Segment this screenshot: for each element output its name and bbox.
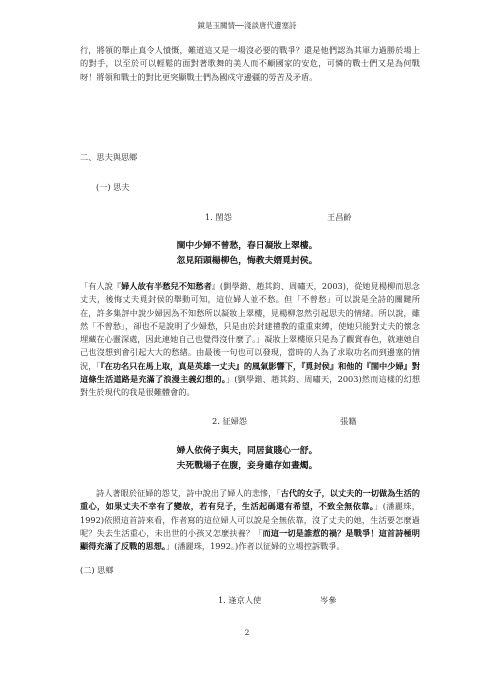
poem-line: 閨中少婦不曾愁，春日凝妝上翠樓。: [176, 241, 318, 251]
text-run: 」(潘麗珠，1992)依照這首詩來看，作者寫的這位婦人可以說是全無依靠，沒了丈夫的她，生活要怎麼過呢？失去生活重心，未出世的小孩又怎麼扶養？「: [80, 501, 420, 538]
commentary-paragraph-zhengfuyuan: [80, 487, 420, 553]
emphasized-quote: 婦人故有半愁兒不知愁者: [121, 281, 212, 291]
subsection-heading-missing-husband: (一) 思夫: [96, 182, 130, 192]
poem-title-guiyuan: 1. 閨怨: [205, 212, 232, 222]
poem-line: 婦人依倚子與夫，同居貧賤心一舒。: [176, 446, 318, 456]
text-run: 』(劉學鍇、趙其鈞、周嘯天，2003)，從她見楊柳而思念丈夫，後悔丈夫覓封侯的舉動可知，這位婦人並不愁。但「不曾愁」可以說是全詩的關鍵所在，許多集評中說少婦因為不知愁所以凝妝上翠樓，見楊柳忽然引起思夫的情緒。所以說，雖然「不曾愁」，卻也不是說明了少婦愁，只是由於封建禮教的重重束縛，使她只能對丈夫的懷念埋藏在心靈深處，因此連她自己也覺得沒什麼了。」凝妝上翠樓原只是為了觀賞春色，就連她自己也沒想到會引起大大的愁緒。由最後一句也可以發現，當時的人為了求取功名而到邊塞的情況，「: [80, 281, 420, 371]
poem-line: 夫死戰場子在腹，妾身雖存如晝燭。: [176, 461, 318, 471]
emphasized-quote: 古代的女子，以丈夫的一切做為生活的重心，如果丈夫不幸有了變故，若有兒子，生活起碼還有希望，不致全無依靠。: [80, 488, 420, 512]
emphasized-quote: 『在功名只在馬上取，真是英雄一丈夫』的風氣影響下，『覓封侯』和他的『閨中少婦』對這條生活道路是充滿了浪漫主義幻想的。: [80, 360, 420, 385]
intro-paragraph: 行，將領的舉止真令人憤慨，難道這又是一場沒必要的戰爭？還是他們認為其軍力過勝於場上的對手，以至於可以輕鬆的面對著歌舞的美人而不顧國家的安危，可憐的戰士們又是為何戰呀！將領和戰士的對比更突顯戰士們為國戍守邊疆的勞苦及矛盾。: [80, 45, 420, 82]
poem-author-cen-shen: 岑參: [320, 595, 337, 605]
text-run: 」(劉學鍇、趙其鈞、周嘯天，2003)然而這樣的幻想對生於現代的我是很難體會的。: [80, 374, 421, 398]
running-header: 鏡是玉關情──淺談唐代邊塞詩: [197, 21, 297, 30]
commentary-paragraph-guiyuan: [80, 280, 420, 400]
poem-author-zhang-ji: 張籍: [340, 416, 357, 426]
text-run: 「有人說『: [80, 281, 122, 291]
subsection-heading-homesick: (二) 思鄉: [80, 565, 114, 575]
poem-author-wang-changling: 王昌齡: [327, 212, 352, 222]
section-heading-longing: 二、思夫與思鄉: [80, 152, 138, 162]
text-run: 詩人著眼於征婦的怨艾，詩中說出了婦人的悲慘，「: [96, 488, 281, 498]
text-run: 」(潘麗珠，1992。)作者以征婦的立場控訴戰爭。: [165, 541, 345, 552]
page-number: 2: [244, 628, 250, 637]
emphasized-quote: 而這一切是誰惹的禍？是戰爭！這首詩極明顯得充滿了反戰的思想。: [80, 527, 420, 552]
poem-line: 忽見陌頭楊柳色，悔教夫婿覓封侯。: [176, 256, 318, 266]
poem-title-zhengfuyuan: 2. 征婦怨: [212, 416, 247, 426]
poem-title-fengjingrenshi: 1. 逢京人使: [218, 595, 262, 605]
